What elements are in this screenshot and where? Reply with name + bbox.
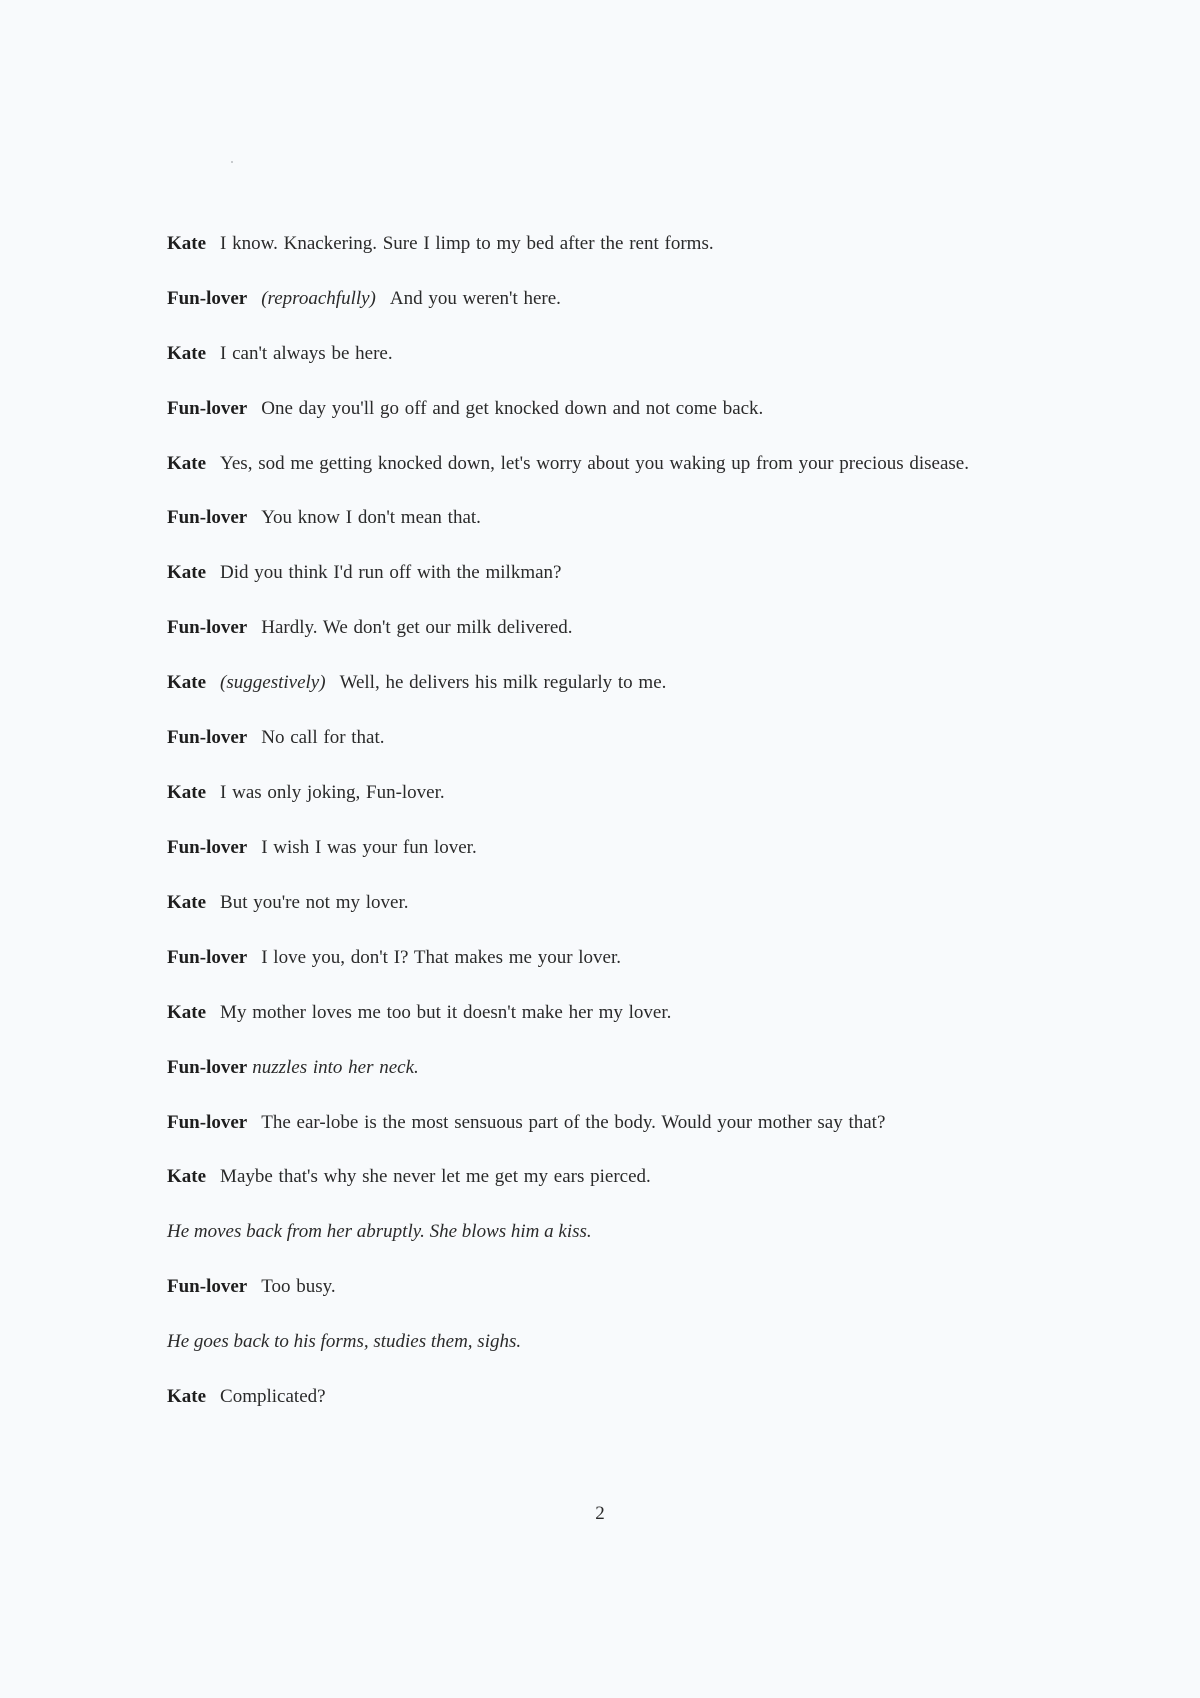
dialogue-line (167, 232, 1017, 256)
speaker-name: Fun-lover (167, 507, 248, 528)
speaker-name: Fun-lover (167, 1057, 248, 1078)
speaker-name: Fun-lover (167, 947, 248, 968)
dialogue-text: Yes, sod me getting knocked down, let's worry about you waking up from your precious disease. (220, 453, 969, 474)
speaker-name: Fun-lover (167, 288, 248, 309)
dialogue-line (167, 836, 1017, 860)
dialogue-line (167, 1385, 1017, 1409)
stage-direction-paragraph: He moves back from her abruptly. She blows him a kiss. (167, 1221, 592, 1242)
speaker-name: Kate (167, 453, 207, 474)
dialogue-text: I know. Knackering. Sure I limp to my bed after the rent forms. (220, 233, 714, 254)
dialogue-line (167, 1165, 1017, 1189)
speaker-name: Kate (167, 562, 207, 583)
stage-direction: (suggestively) (220, 672, 326, 693)
dialogue-text: No call for that. (261, 727, 385, 748)
dialogue-line (167, 287, 1017, 311)
dialogue-text: My mother loves me too but it doesn't make her my lover. (220, 1002, 672, 1023)
action-line (167, 1056, 1017, 1080)
speaker-name: Fun-lover (167, 1112, 248, 1133)
dialogue-text: Did you think I'd run off with the milkman? (220, 562, 562, 583)
dialogue-text: The ear-lobe is the most sensuous part of the body. Would your mother say that? (261, 1112, 886, 1133)
stage-direction: nuzzles into her neck. (252, 1057, 419, 1078)
speaker-name: Kate (167, 1002, 207, 1023)
speaker-name: Fun-lover (167, 1276, 248, 1297)
speaker-name: Kate (167, 672, 207, 693)
speaker-name: Kate (167, 892, 207, 913)
dialogue-text: You know I don't mean that. (261, 507, 481, 528)
speaker-name: Kate (167, 1386, 207, 1407)
dialogue-text: Complicated? (220, 1386, 326, 1407)
speaker-name: Kate (167, 782, 207, 803)
dialogue-text: And you weren't here. (389, 288, 561, 309)
dialogue-line (167, 946, 1017, 970)
dialogue-line (167, 671, 1017, 695)
page-number: 2 (595, 1503, 605, 1524)
dialogue-text: I was only joking, Fun-lover. (220, 782, 445, 803)
dialogue-line (167, 891, 1017, 915)
dialogue-line (167, 452, 1017, 476)
speaker-name: Kate (167, 1166, 207, 1187)
dialogue-line (167, 1111, 1017, 1135)
dialogue-line (167, 561, 1017, 585)
dialogue-text: Too busy. (261, 1276, 336, 1297)
speaker-name: Kate (167, 233, 207, 254)
dialogue-line (167, 616, 1017, 640)
speaker-name: Fun-lover (167, 837, 248, 858)
speaker-name: Fun-lover (167, 398, 248, 419)
dialogue-line (167, 342, 1017, 366)
dialogue-text: Hardly. We don't get our milk delivered. (261, 617, 573, 638)
paper-speck (231, 161, 233, 163)
dialogue-line (167, 1275, 1017, 1299)
dialogue-line (167, 781, 1017, 805)
dialogue-text: Well, he delivers his milk regularly to me. (339, 672, 667, 693)
stage-direction-paragraph: He goes back to his forms, studies them, sighs. (167, 1331, 522, 1352)
dialogue-text: Maybe that's why she never let me get my ears pierced. (220, 1166, 651, 1187)
script-body (167, 232, 1017, 1440)
dialogue-text: I can't always be here. (220, 343, 393, 364)
dialogue-text: I love you, don't I? That makes me your lover. (261, 947, 622, 968)
dialogue-text: But you're not my lover. (220, 892, 409, 913)
dialogue-line (167, 397, 1017, 421)
dialogue-line (167, 506, 1017, 530)
dialogue-line (167, 1001, 1017, 1025)
dialogue-line (167, 726, 1017, 750)
speaker-name: Fun-lover (167, 727, 248, 748)
dialogue-text: One day you'll go off and get knocked down and not come back. (261, 398, 764, 419)
speaker-name: Fun-lover (167, 617, 248, 638)
stage-direction: (reproachfully) (261, 288, 376, 309)
speaker-name: Kate (167, 343, 207, 364)
dialogue-text: I wish I was your fun lover. (261, 837, 477, 858)
